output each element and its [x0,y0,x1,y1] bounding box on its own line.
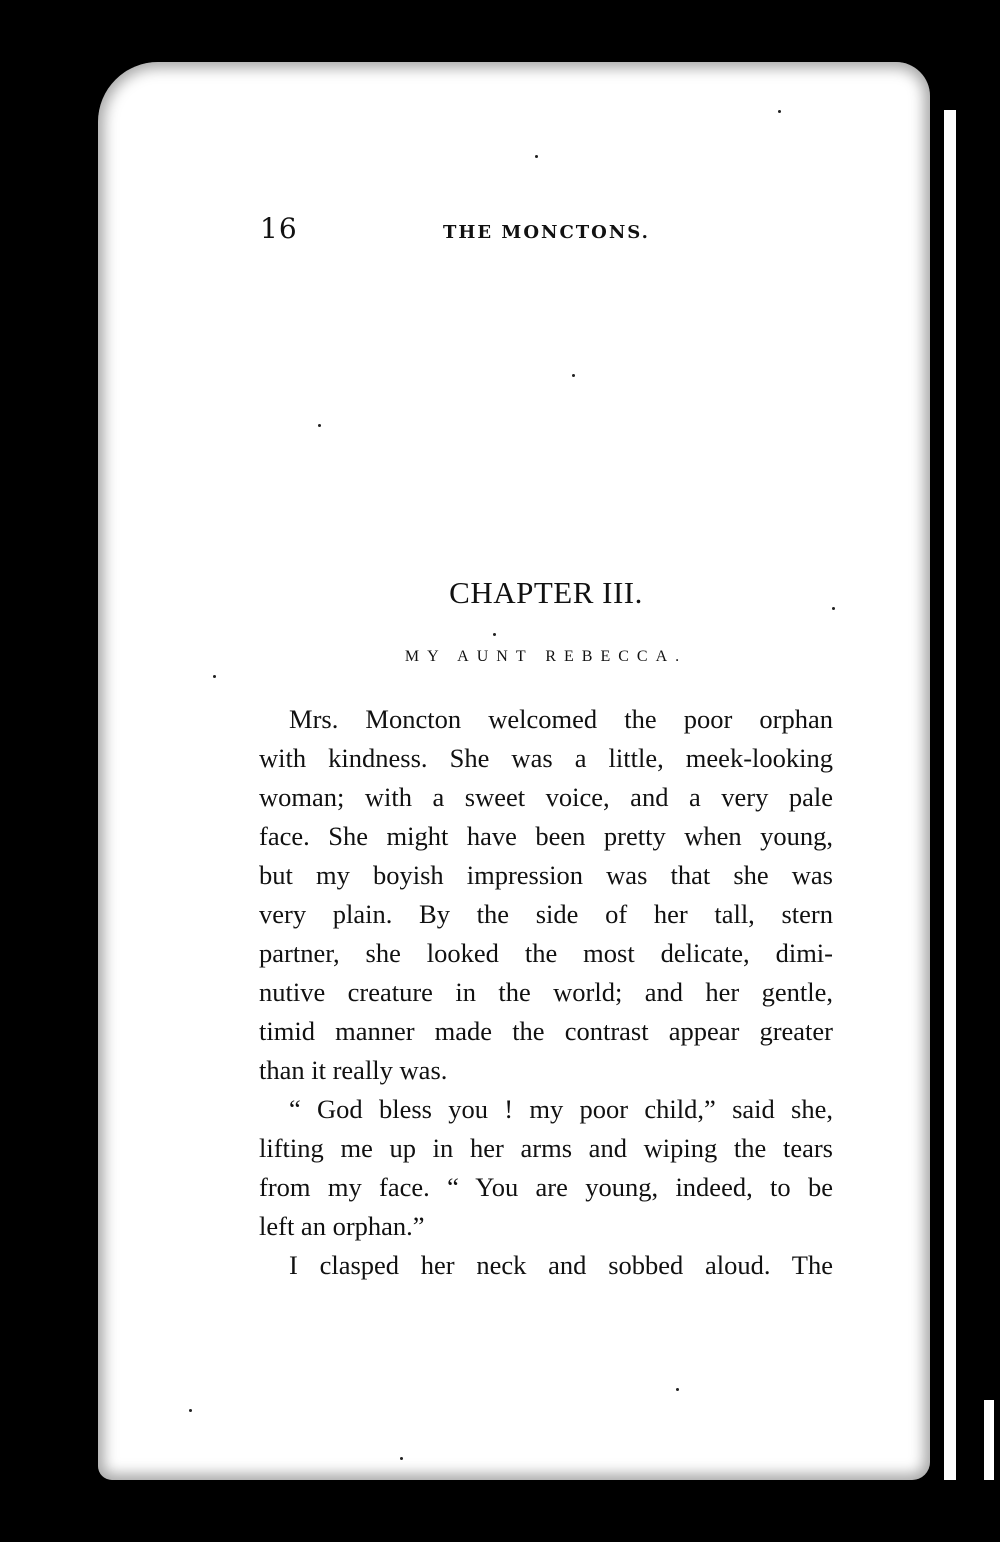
scan-speck [213,675,216,678]
running-head [260,212,860,252]
page-edge-corner [984,1400,994,1480]
scan-speck [676,1388,679,1391]
text-line: woman; with a sweet voice, and a very pale [259,782,833,812]
text-line: nutive creature in the world; and her gentle, [259,977,833,1007]
scan-speck [778,110,781,113]
text-line: very plain. By the side of her tall, stern [259,899,833,929]
text-line: timid manner made the contrast appear greater [259,1016,833,1046]
scan-speck [189,1409,192,1412]
text-line: I clasped her neck and sobbed aloud. The [289,1250,833,1280]
running-title: THE MONCTONS. [443,222,650,243]
text-line: with kindness. She was a little, meek-looking [259,743,833,773]
text-line: partner, she looked the most delicate, dimi- [259,938,833,968]
scan-speck [572,374,575,377]
text-line: but my boyish impression was that she was [259,860,833,890]
text-line: from my face. “ You are young, indeed, to be [259,1172,833,1202]
scan-speck [832,607,835,610]
page-edge [944,110,956,1480]
scan-speck [535,155,538,158]
text-line: face. She might have been pretty when young, [259,821,833,851]
text-line: “ God bless you ! my poor child,” said she, [289,1094,833,1124]
chapter-subtitle: MY AUNT REBECCA. [404,648,688,665]
scan-speck [400,1457,403,1460]
chapter-title: CHAPTER III. [449,575,643,610]
text-line: lifting me up in her arms and wiping the tears [259,1133,833,1163]
text-line: Mrs. Moncton welcomed the poor orphan [289,704,833,734]
text-line: than it really was. [259,1055,448,1085]
text-line: left an orphan.” [259,1211,425,1241]
scan-speck [493,633,496,636]
body-text [259,700,833,1285]
page-number: 16 [260,212,298,245]
scan-speck [318,424,321,427]
